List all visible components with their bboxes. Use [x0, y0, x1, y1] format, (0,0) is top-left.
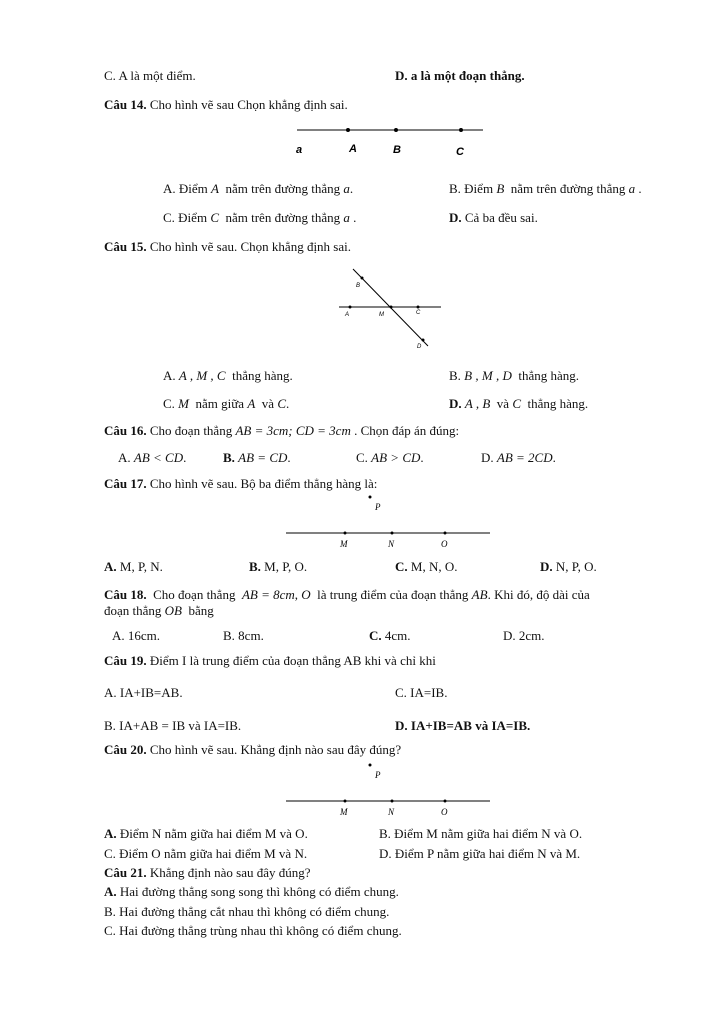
q18-option-a: A. 16cm.	[112, 628, 161, 643]
question-number: Câu 17.	[104, 476, 147, 491]
q19-option-a: A. IA+IB=AB.	[104, 685, 183, 700]
prev-option-c: C. A là một điểm.	[104, 68, 196, 83]
q16-option-a: A. AB < CD.	[118, 450, 187, 465]
question-number: Câu 18.	[104, 587, 147, 602]
question-number: Câu 14.	[104, 97, 147, 112]
label-N: N	[388, 807, 395, 817]
label-A: A	[349, 143, 357, 155]
label-M: M	[340, 539, 348, 549]
point-M	[344, 800, 347, 803]
question-18-line2: đoạn thẳng OB bằng	[104, 603, 214, 618]
q20-option-b: B. Điểm M nằm giữa hai điểm N và O.	[379, 826, 583, 841]
question-text: Cho hình vẽ sau. Chọn khẳng định sai.	[149, 239, 352, 254]
question-text: Điểm I là trung điểm của đoạn thẳng AB khi và chỉ khi	[149, 653, 436, 668]
q15-option-d: D. A , B và C thẳng hàng.	[449, 396, 589, 411]
question-text: Cho hình vẽ sau. Bộ ba điểm thẳng hàng là:	[149, 476, 378, 491]
q15-option-b: B. B , M , D thẳng hàng.	[449, 368, 579, 383]
prev-option-d: D. a là một đoạn thẳng.	[395, 68, 525, 83]
q15-option-c: C. M nằm giữa A và C.	[163, 396, 290, 411]
q18-option-b: B. 8cm.	[223, 628, 264, 643]
point-O	[444, 800, 447, 803]
label-O: O	[441, 539, 448, 549]
q15-option-a: A. A , M , C thẳng hàng.	[163, 368, 293, 383]
label-P: P	[375, 770, 381, 780]
question-text: Cho hình vẽ sau. Khẳng định nào sau đây đúng?	[149, 742, 402, 757]
q14-option-a: A. Điểm A nằm trên đường thẳng a.	[163, 181, 354, 196]
question-number: Câu 19.	[104, 653, 147, 668]
q17-option-b: B. M, P, O.	[249, 559, 308, 574]
question-text: Cho hình vẽ sau Chọn khẳng định sai.	[149, 97, 348, 112]
q17-option-c: C. M, N, O.	[395, 559, 458, 574]
question-16: Câu 16. Cho đoạn thẳng AB = 3cm; CD = 3cm . Chọn đáp án đúng:	[104, 423, 460, 438]
point-N	[391, 800, 394, 803]
q16-option-b: B. AB = CD.	[223, 450, 291, 465]
q18-option-c: C. 4cm.	[369, 628, 411, 643]
q16-option-d: D. AB = 2CD.	[481, 450, 556, 465]
q20-option-d: D. Điểm P nằm giữa hai điểm N và M.	[379, 846, 581, 861]
q14-option-c: C. Điểm C nằm trên đường thẳng a .	[163, 210, 357, 225]
q14-option-d: D. Cả ba đều sai.	[449, 210, 538, 225]
q18-option-d: D. 2cm.	[503, 628, 545, 643]
label-P: P	[375, 502, 381, 512]
q20-option-c: C. Điểm O nằm giữa hai điểm M và N.	[104, 846, 308, 861]
label-B: B	[393, 144, 401, 156]
question-18: Câu 18. Cho đoạn thẳng AB = 8cm, O là trung điểm của đoạn thẳng AB. Khi đó, độ dài của	[104, 587, 590, 602]
label-D: D	[417, 344, 422, 350]
q17-option-d: D. N, P, O.	[540, 559, 597, 574]
label-C: C	[456, 146, 464, 158]
question-text: Khẳng định nào sau đây đúng?	[149, 865, 311, 880]
q21-option-a: A. Hai đường thẳng song song thì không có điểm chung.	[104, 884, 399, 899]
label-B: B	[356, 283, 361, 289]
question-21	[104, 865, 311, 881]
label-C: C	[416, 310, 421, 316]
question-number: Câu 20.	[104, 742, 147, 757]
q17-option-a: A. M, P, N.	[104, 559, 163, 574]
q19-option-d: D. IA+IB=AB và IA=IB.	[395, 718, 531, 733]
label-O: O	[441, 807, 448, 817]
point-P	[369, 764, 372, 767]
label-M: M	[379, 312, 384, 318]
question-number: Câu 15.	[104, 239, 147, 254]
label-N: N	[388, 539, 395, 549]
q16-option-c: C. AB > CD.	[356, 450, 424, 465]
q21-option-c: C. Hai đường thẳng trùng nhau thì không có điểm chung.	[104, 923, 402, 938]
label-A: A	[345, 312, 350, 318]
label-a: a	[296, 144, 303, 156]
q14-option-b: B. Điểm B nằm trên đường thẳng a .	[449, 181, 642, 196]
label-M: M	[340, 807, 348, 817]
q21-option-b: B. Hai đường thẳng cắt nhau thì không có điểm chung.	[104, 904, 390, 919]
question-number: Câu 21.	[104, 865, 147, 880]
q19-option-c: C. IA=IB.	[395, 685, 448, 700]
q19-option-b: B. IA+AB = IB và IA=IB.	[104, 718, 242, 733]
question-number: Câu 16.	[104, 423, 147, 438]
q20-option-a: A. Điểm N nằm giữa hai điểm M và O.	[104, 826, 308, 841]
